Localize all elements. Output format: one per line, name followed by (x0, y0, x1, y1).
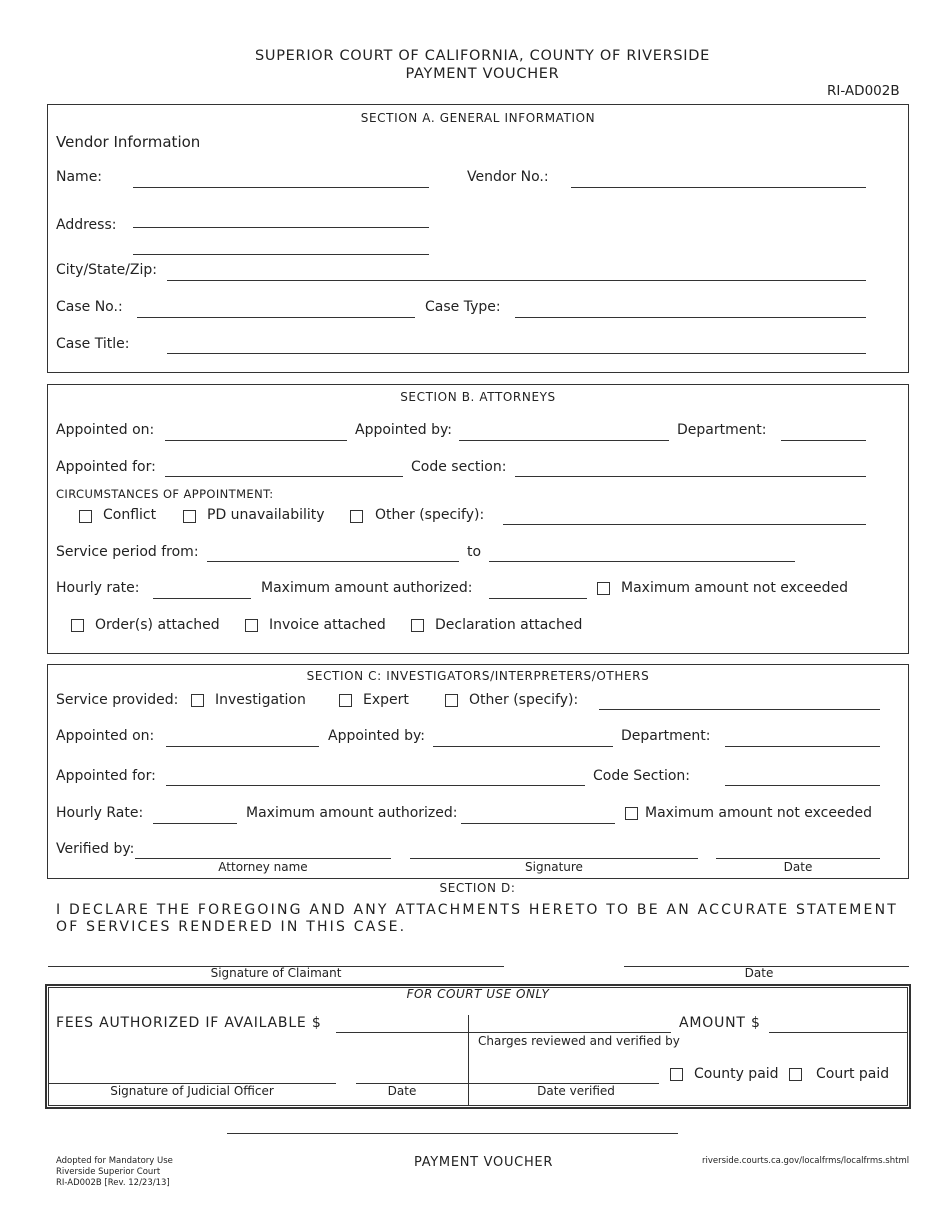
vendor-no-field[interactable] (571, 187, 866, 188)
c-max-not-exceeded-checkbox[interactable] (625, 807, 638, 820)
c-appointed-for-field[interactable] (166, 785, 585, 786)
b-max-not-exceeded-checkbox[interactable] (597, 582, 610, 595)
b-department-field[interactable] (781, 440, 866, 441)
b-max-authorized-label: Maximum amount authorized: (261, 580, 473, 596)
pd-unavailability-label: PD unavailability (207, 507, 325, 523)
b-other-field[interactable] (503, 524, 866, 525)
claimant-signature-caption: Signature of Claimant (210, 966, 342, 980)
footer-url: riverside.courts.ca.gov/localfrms/localfrms.shtml (702, 1156, 910, 1166)
b-max-authorized-field[interactable] (489, 598, 587, 599)
circumstances-label: CIRCUMSTANCES OF APPOINTMENT: (56, 487, 274, 501)
c-appointed-for-label: Appointed for: (56, 768, 156, 784)
c-code-section-label: Code Section: (593, 768, 691, 784)
b-other-checkbox[interactable] (350, 510, 363, 523)
c-department-label: Department: (621, 728, 711, 744)
conflict-checkbox[interactable] (79, 510, 92, 523)
verified-by-label: Verified by: (56, 841, 135, 857)
c-other-label: Other (specify): (469, 692, 579, 708)
c-appointed-on-field[interactable] (166, 746, 319, 747)
c-max-not-exceeded-label: Maximum amount not exceeded (645, 805, 872, 821)
court-paid-label: Court paid (816, 1066, 890, 1082)
attorney-name-caption: Attorney name (218, 860, 308, 874)
section-d-heading: SECTION D: (439, 881, 516, 895)
c-hourly-rate-label: Hourly Rate: (56, 805, 144, 821)
c-appointed-by-field[interactable] (433, 746, 613, 747)
c-other-checkbox[interactable] (445, 694, 458, 707)
footer-rev: RI-AD002B [Rev. 12/23/13] (56, 1178, 170, 1188)
b-hourly-rate-label: Hourly rate: (56, 580, 140, 596)
form-title: PAYMENT VOUCHER (405, 66, 560, 82)
charges-reviewed-label: Charges reviewed and verified by (478, 1034, 680, 1048)
name-label: Name: (56, 169, 103, 185)
c-other-field[interactable] (599, 709, 880, 710)
form-number: RI-AD002B (827, 83, 900, 99)
b-code-section-label: Code section: (411, 459, 507, 475)
address-label: Address: (56, 217, 117, 233)
case-no-label: Case No.: (56, 299, 123, 315)
service-provided-label: Service provided: (56, 692, 179, 708)
city-state-zip-label: City/State/Zip: (56, 262, 158, 278)
signature-caption: Signature (525, 860, 583, 874)
investigation-label: Investigation (215, 692, 306, 708)
name-field[interactable] (133, 187, 429, 188)
declaration-attached-checkbox[interactable] (411, 619, 424, 632)
expert-label: Expert (363, 692, 409, 708)
invoice-attached-label: Invoice attached (269, 617, 386, 633)
signature-field[interactable] (410, 858, 698, 859)
b-appointed-on-label: Appointed on: (56, 422, 155, 438)
address-field-1[interactable] (133, 227, 429, 228)
footer-rule (227, 1133, 678, 1134)
c-max-authorized-label: Maximum amount authorized: (246, 805, 458, 821)
case-type-field[interactable] (515, 317, 866, 318)
city-state-zip-field[interactable] (167, 280, 866, 281)
service-period-to-label: to (467, 544, 482, 560)
b-appointed-on-field[interactable] (165, 440, 347, 441)
case-type-label: Case Type: (425, 299, 501, 315)
service-period-to-field[interactable] (489, 561, 795, 562)
address-field-2[interactable] (133, 254, 429, 255)
c-hourly-rate-field[interactable] (153, 823, 237, 824)
amount-field[interactable] (769, 1032, 907, 1033)
footer-court: Riverside Superior Court (56, 1167, 161, 1177)
b-hourly-rate-field[interactable] (153, 598, 251, 599)
service-period-from-field[interactable] (207, 561, 459, 562)
judicial-signature-caption: Signature of Judicial Officer (110, 1084, 274, 1098)
section-b-heading: SECTION B. ATTORNEYS (400, 390, 556, 404)
vendor-no-label: Vendor No.: (467, 169, 549, 185)
service-period-label: Service period from: (56, 544, 199, 560)
b-appointed-by-label: Appointed by: (355, 422, 452, 438)
court-paid-checkbox[interactable] (789, 1068, 802, 1081)
invoice-attached-checkbox[interactable] (245, 619, 258, 632)
court-use-heading: FOR COURT USE ONLY (406, 987, 550, 1001)
section-a-heading: SECTION A. GENERAL INFORMATION (360, 111, 596, 125)
declaration-text: I DECLARE THE FOREGOING AND ANY ATTACHMENTS HERETO TO BE AN ACCURATE STATEMENT OF SERVICES RENDERED IN THIS CASE. (56, 902, 898, 935)
judicial-date-caption: Date (387, 1084, 417, 1098)
c-appointed-by-label: Appointed by: (328, 728, 425, 744)
county-paid-checkbox[interactable] (670, 1068, 683, 1081)
b-department-label: Department: (677, 422, 767, 438)
b-appointed-for-field[interactable] (165, 476, 403, 477)
date-verified-caption: Date verified (537, 1084, 615, 1098)
b-code-section-field[interactable] (515, 476, 866, 477)
fees-authorized-field[interactable] (336, 1032, 468, 1033)
case-title-label: Case Title: (56, 336, 130, 352)
claimant-date-caption: Date (744, 966, 774, 980)
c-appointed-on-label: Appointed on: (56, 728, 155, 744)
case-title-field[interactable] (167, 353, 866, 354)
declaration-attached-label: Declaration attached (435, 617, 583, 633)
b-max-not-exceeded-label: Maximum amount not exceeded (621, 580, 848, 596)
verified-date-field[interactable] (716, 858, 880, 859)
b-appointed-for-label: Appointed for: (56, 459, 156, 475)
c-max-authorized-field[interactable] (461, 823, 615, 824)
c-department-field[interactable] (725, 746, 880, 747)
pd-unavailability-checkbox[interactable] (183, 510, 196, 523)
b-other-label: Other (specify): (375, 507, 485, 523)
orders-attached-label: Order(s) attached (95, 617, 220, 633)
charges-reviewed-field[interactable] (469, 1032, 671, 1033)
section-c-heading: SECTION C: INVESTIGATORS/INTERPRETERS/OTHERS (306, 669, 650, 683)
b-appointed-by-field[interactable] (459, 440, 669, 441)
c-code-section-field[interactable] (725, 785, 880, 786)
case-no-field[interactable] (137, 317, 415, 318)
court-title: SUPERIOR COURT OF CALIFORNIA, COUNTY OF RIVERSIDE (255, 48, 710, 64)
county-paid-label: County paid (694, 1066, 779, 1082)
expert-checkbox[interactable] (339, 694, 352, 707)
verified-date-caption: Date (783, 860, 813, 874)
attorney-name-field[interactable] (135, 858, 391, 859)
fees-authorized-label: FEES AUTHORIZED IF AVAILABLE $ (56, 1015, 322, 1031)
footer-title: PAYMENT VOUCHER (414, 1155, 554, 1170)
investigation-checkbox[interactable] (191, 694, 204, 707)
footer-adopted: Adopted for Mandatory Use (56, 1156, 173, 1166)
orders-attached-checkbox[interactable] (71, 619, 84, 632)
vendor-info-label: Vendor Information (56, 133, 201, 151)
conflict-label: Conflict (103, 507, 157, 523)
amount-label: AMOUNT $ (679, 1015, 761, 1031)
